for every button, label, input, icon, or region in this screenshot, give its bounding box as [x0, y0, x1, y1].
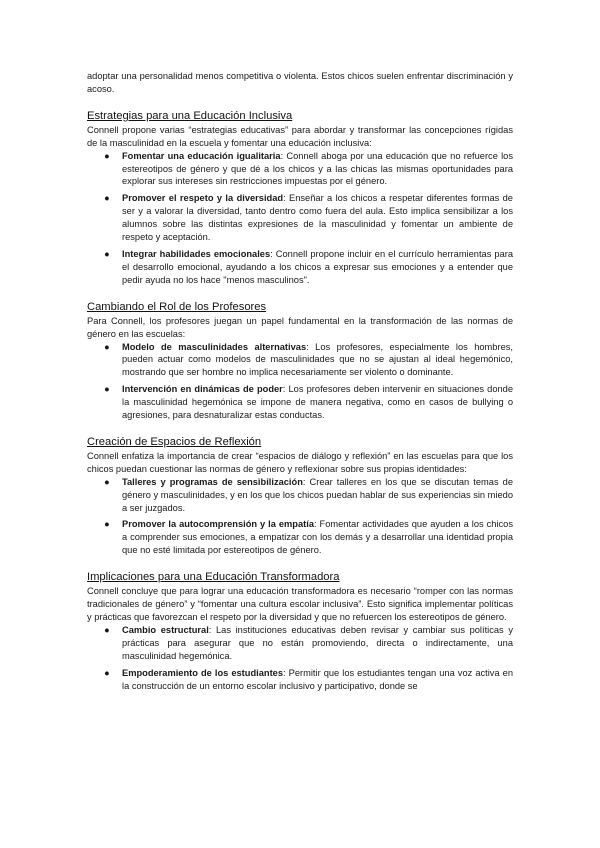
section-intro: Connell enfatiza la importancia de crear “espacios de diálogo y reflexión” en las escuelas para que los chicos puedan cuestionar las normas de género y reflexionar sobre sus propias identidades:: [87, 450, 513, 474]
item-title: Promover la autocomprensión y la empatía: [122, 519, 314, 530]
item-text: : Enseñar a los chicos a respetar diferentes formas de ser y a valorar la diversidad, tanto dentro como fuera del aula. Esto implica sensibilizar a los alumnos sobre las distintas expresiones de la masculinidad y fomentar un ambiente de respeto y aceptación.: [122, 193, 513, 243]
list-item: [87, 667, 513, 693]
list-item: [87, 341, 513, 380]
list-item: [87, 624, 513, 663]
bullet-icon: ●: [104, 193, 110, 204]
list-item: [87, 518, 513, 557]
bullet-icon: ●: [104, 150, 110, 161]
bullet-icon: ●: [104, 519, 110, 530]
list-item: [87, 192, 513, 244]
item-title: Talleres y programas de sensibilización: [122, 476, 303, 487]
section-heading: Creación de Espacios de Reflexión: [87, 435, 262, 448]
list-item: [87, 248, 513, 287]
item-text: : Fomentar actividades que ayuden a los chicos a comprender sus emociones, a empatizar con los demás y a desarrollar una identidad propia que no esté limitada por estereotipos de género.: [122, 519, 513, 556]
item-title: Promover el respeto y la diversidad: [122, 193, 284, 204]
section-intro: Para Connell, los profesores juegan un papel fundamental en la transformación de las normas de género en las escuelas:: [87, 315, 513, 339]
item-title: Modelo de masculinidades alternativas: [122, 341, 307, 352]
item-title: Integrar habilidades emocionales: [122, 248, 271, 259]
item-text: : Las instituciones educativas deben revisar y cambiar sus políticas y prácticas para asegurar que no están promoviendo, directa o indirectamente, una masculinidad hegemónica.: [122, 624, 513, 661]
item-title: Intervención en dinámicas de poder: [122, 384, 283, 395]
item-text: : Crear talleres en los que se discutan temas de género y masculinidades, y en los que los chicos puedan hablar de sus experiencias sin miedo a ser juzgados.: [122, 476, 513, 513]
bullet-icon: ●: [104, 341, 110, 352]
section-intro: Connell propone varias “estrategias educativas” para abordar y transformar las concepciones rígidas de la masculinidad en la escuela y fomentar una educación inclusiva:: [87, 124, 513, 148]
item-text: : Los profesores, especialmente los hombres, pueden actuar como modelos de masculinidades que no se ajustan al ideal hegemónico, mostrando que ser hombre no implica necesariamente ser violento o dominante.: [122, 341, 513, 378]
continuation-paragraph: adoptar una personalidad menos competitiva o violenta. Estos chicos suelen enfrentar discriminación y acoso.: [87, 71, 513, 94]
section-heading: Cambiando el Rol de los Profesores: [87, 300, 267, 313]
bullet-list: [87, 150, 513, 287]
section-reflexion: [87, 436, 513, 557]
item-text: : Los profesores deben intervenir en situaciones donde la masculinidad hegemónica se impone de manera negativa, como en casos de bullying o agresiones, para desnaturalizar estas conductas.: [122, 384, 513, 421]
bullet-icon: ●: [104, 248, 110, 259]
section-profesores: [87, 301, 513, 422]
bullet-list: [87, 476, 513, 557]
section-estrategias: [87, 110, 513, 287]
item-text: : Connell aboga por una educación que no refuerce los estereotipos de género y que dé a los chicos y a las chicas las mismas oportunidades para explorar sus intereses sin restricciones impuestas por el género.: [122, 150, 514, 187]
bullet-icon: ●: [104, 624, 110, 635]
document-body: [87, 70, 513, 696]
list-item: [87, 383, 513, 422]
item-title: Fomentar una educación igualitaria: [122, 150, 281, 161]
section-intro: Connell concluye que para lograr una educación transformadora es necesario “romper con las normas tradicionales de género” y “fomentar una cultura escolar inclusiva”. Esto significa implementar políticas y prácticas que favorezcan el respeto por la diversidad y que no refuercen los estereotipos de género.: [87, 586, 513, 622]
list-item: [87, 476, 513, 515]
item-text: : Permitir que los estudiantes tengan una voz activa en la construcción de un entorno escolar inclusivo y participativo, donde se: [122, 667, 513, 691]
item-title: Empoderamiento de los estudiantes: [122, 667, 284, 678]
bullet-icon: ●: [104, 476, 110, 487]
list-item: [87, 150, 513, 189]
item-title: Cambio estructural: [122, 624, 209, 635]
section-implicaciones: [87, 571, 513, 692]
section-heading: Estrategias para una Educación Inclusiva: [87, 109, 293, 122]
bullet-icon: ●: [104, 384, 110, 395]
bullet-list: [87, 341, 513, 422]
bullet-list: [87, 624, 513, 693]
section-heading: Implicaciones para una Educación Transformadora: [87, 571, 340, 584]
item-text: : Connell propone incluir en el currículo herramientas para el desarrollo emocional, ayudando a los chicos a expresar sus emociones y a entender que pedir ayuda no los hace "menos masculinos".: [122, 248, 514, 285]
bullet-icon: ●: [104, 667, 110, 678]
